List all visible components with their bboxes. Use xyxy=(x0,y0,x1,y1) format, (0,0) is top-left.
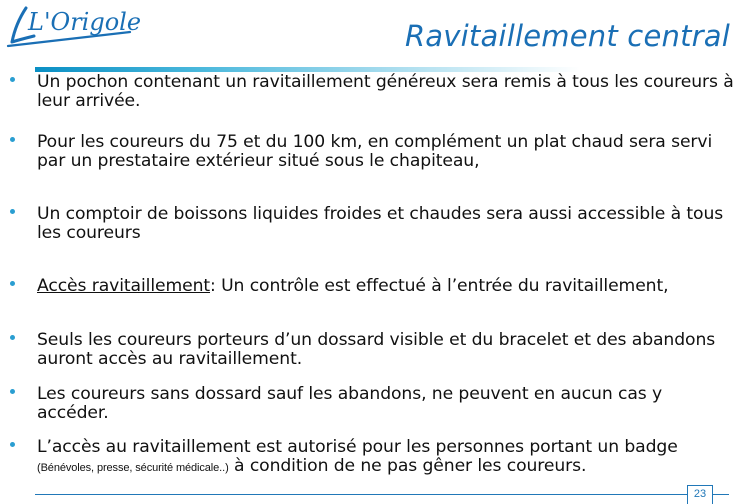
page-title: Ravitaillement central xyxy=(404,19,730,53)
page-number: 23 xyxy=(687,485,713,504)
logo-text: L'Origole xyxy=(28,8,142,36)
footer-rule xyxy=(35,494,688,495)
bullet-text-small: (Bénévoles, presse, sécurité médicale..) xyxy=(37,461,229,474)
bullet-dot-icon xyxy=(10,137,15,142)
bullet-dot-icon xyxy=(10,442,15,447)
bullet-dot-icon xyxy=(10,281,15,286)
bullet-item xyxy=(37,133,737,170)
bullet-item xyxy=(37,277,737,296)
bullet-dot-icon xyxy=(10,77,15,82)
bullet-item xyxy=(37,73,737,110)
bullet-text: L’accès au ravitaillement est autorisé pour les personnes portant un badge xyxy=(37,437,678,457)
footer-rule-tail xyxy=(713,494,729,495)
bullet-text: : Un contrôle est effectué à l’entrée du ravitaillement, xyxy=(210,276,669,296)
bullet-item xyxy=(37,331,737,368)
bullet-text: Pour les coureurs du 75 et du 100 km, en complément un plat chaud sera servi par un prestataire extérieur situé sous le chapiteau, xyxy=(37,132,713,171)
bullet-text: Un pochon contenant un ravitaillement généreux sera remis à tous les coureurs à leur arrivée. xyxy=(37,72,734,111)
bullet-text: Un comptoir de boissons liquides froides et chaudes sera aussi accessible à tous les coureurs xyxy=(37,204,724,243)
origole-logo xyxy=(4,2,154,48)
bullet-text: Seuls les coureurs porteurs d’un dossard visible et du bracelet et des abandons auront accès au ravitaillement. xyxy=(37,330,716,369)
bullet-text: à condition de ne pas gêner les coureurs. xyxy=(228,455,587,476)
bullet-item xyxy=(37,438,737,477)
bullet-dot-icon xyxy=(10,335,15,340)
bullet-dot-icon xyxy=(10,209,15,214)
bullet-item xyxy=(37,385,737,422)
bullet-item xyxy=(37,205,737,242)
bullet-text: Les coureurs sans dossard sauf les abandons, ne peuvent en aucun cas y accéder. xyxy=(37,384,663,423)
bullet-dot-icon xyxy=(10,389,15,394)
bullet-label-underlined: Accès ravitaillement xyxy=(37,276,211,296)
